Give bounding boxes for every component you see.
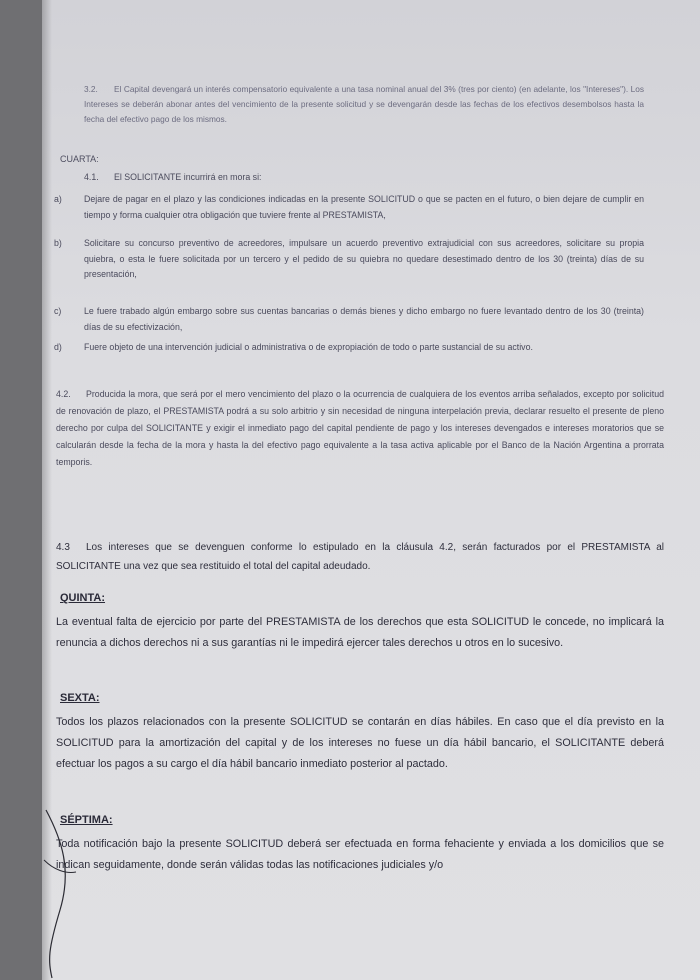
list-item-d	[54, 340, 644, 356]
clause-number: 4.3	[56, 542, 70, 553]
list-item-text: Le fuere trabado algún embargo sobre sus cuentas bancarias o demás bienes y dicho embargo no fuere levantado dentro de los 30 (treinta) días de su efectivización,	[84, 306, 644, 332]
list-marker: b)	[54, 238, 62, 248]
clause-3-2	[84, 82, 644, 127]
clause-text: Producida la mora, que será por el mero vencimiento del plazo o la ocurrencia de cualquiera de los eventos arriba señalados, excepto por solicitud de renovación de plazo, el PRESTAMISTA podrá a su solo arbitrio y sin necesidad de ninguna interpelación previa, declarar resuelto el presente de pleno derecho por culpa del SOLICITANTE y exigir el inmediato pago del capital pendiente de pago y los intereses devengados e intereses moratorios que se calcularán desde la fecha de la mora y hasta la del efectivo pago equivalente a la tasa activa aplicable por el Banco de la Nación Argentina a prorrata temporis.	[56, 389, 664, 467]
list-item-b	[54, 236, 644, 283]
clause-text: El Capital devengará un interés compensatorio equivalente a una tasa nominal anual del 3% (tres por ciento) (en adelante, los "Intereses"). Los Intereses se deberán abonar antes del vencimiento de la presente solicitud y se devengarán desde las fechas de los efectivos desembolsos hasta la fecha del efectivo pago de los mismos.	[84, 84, 644, 124]
clause-text: Los intereses que se devenguen conforme lo estipulado en la cláusula 4.2, serán facturados por el PRESTAMISTA al SOLICITANTE una vez que sea restituido el total del capital adeudado.	[56, 542, 664, 572]
clause-number: 4.2.	[56, 389, 71, 399]
list-item-text: Solicitare su concurso preventivo de acreedores, impulsare un acuerdo preventivo extrajudicial con sus acreedores, solicitare su propia quiebra, o esta le fuere solicitada por un tercero y el pedido de su quiebra no quedare desestimado dentro de los 30 (treinta) días de su presentación,	[84, 238, 644, 279]
clause-4-1-intro	[84, 170, 644, 186]
list-marker: a)	[54, 194, 62, 204]
clause-quinta: La eventual falta de ejercicio por parte del PRESTAMISTA de los derechos que esta SOLICITUD le concede, no implicará la renuncia a dichos derechos ni a sus garantías ni le impedirá ejercer tales derechos u otros en lo sucesivo.	[56, 616, 664, 649]
clause-sexta: Todos los plazos relacionados con la presente SOLICITUD se contarán en días hábiles. En caso que el día previsto en la SOLICITUD para la amortización del capital y de los intereses no fuese un día hábil bancario, el SOLICITANTE deberá efectuar los pagos a su cargo el día hábil bancario inmediato posterior al pactado.	[56, 716, 664, 770]
list-item-a	[54, 192, 644, 223]
section-heading-septima: SÉPTIMA:	[60, 814, 113, 826]
list-marker: d)	[54, 342, 62, 352]
clause-4-3	[56, 538, 664, 576]
clause-4-2	[56, 386, 664, 471]
list-item-text: Dejare de pagar en el plazo y las condiciones indicadas en la presente SOLICITUD o que se pacten en el futuro, o bien dejare de cumplir en tiempo y forma cualquier otra obligación que tuviere frente al PRESTAMISTA,	[84, 194, 644, 220]
clause-number: 3.2.	[84, 84, 98, 94]
section-heading-cuarta: CUARTA:	[60, 154, 99, 164]
list-marker: c)	[54, 306, 62, 316]
section-heading-sexta: SEXTA:	[60, 692, 100, 704]
document-page	[42, 0, 700, 980]
clause-text: El SOLICITANTE incurrirá en mora si:	[114, 172, 262, 182]
list-item-text: Fuere objeto de una intervención judicial o administrativa o de expropiación de todo o parte sustancial de su activo.	[84, 342, 533, 352]
clause-number: 4.1.	[84, 172, 99, 182]
pen-mark	[42, 800, 102, 980]
list-item-c	[54, 304, 644, 335]
section-heading-quinta: QUINTA:	[60, 592, 106, 604]
clause-septima: Toda notificación bajo la presente SOLICITUD deberá ser efectuada en forma fehaciente y enviada a los domicilios que se indican seguidamente, donde serán válidas todas las notificaciones judiciales y/o	[56, 838, 664, 871]
